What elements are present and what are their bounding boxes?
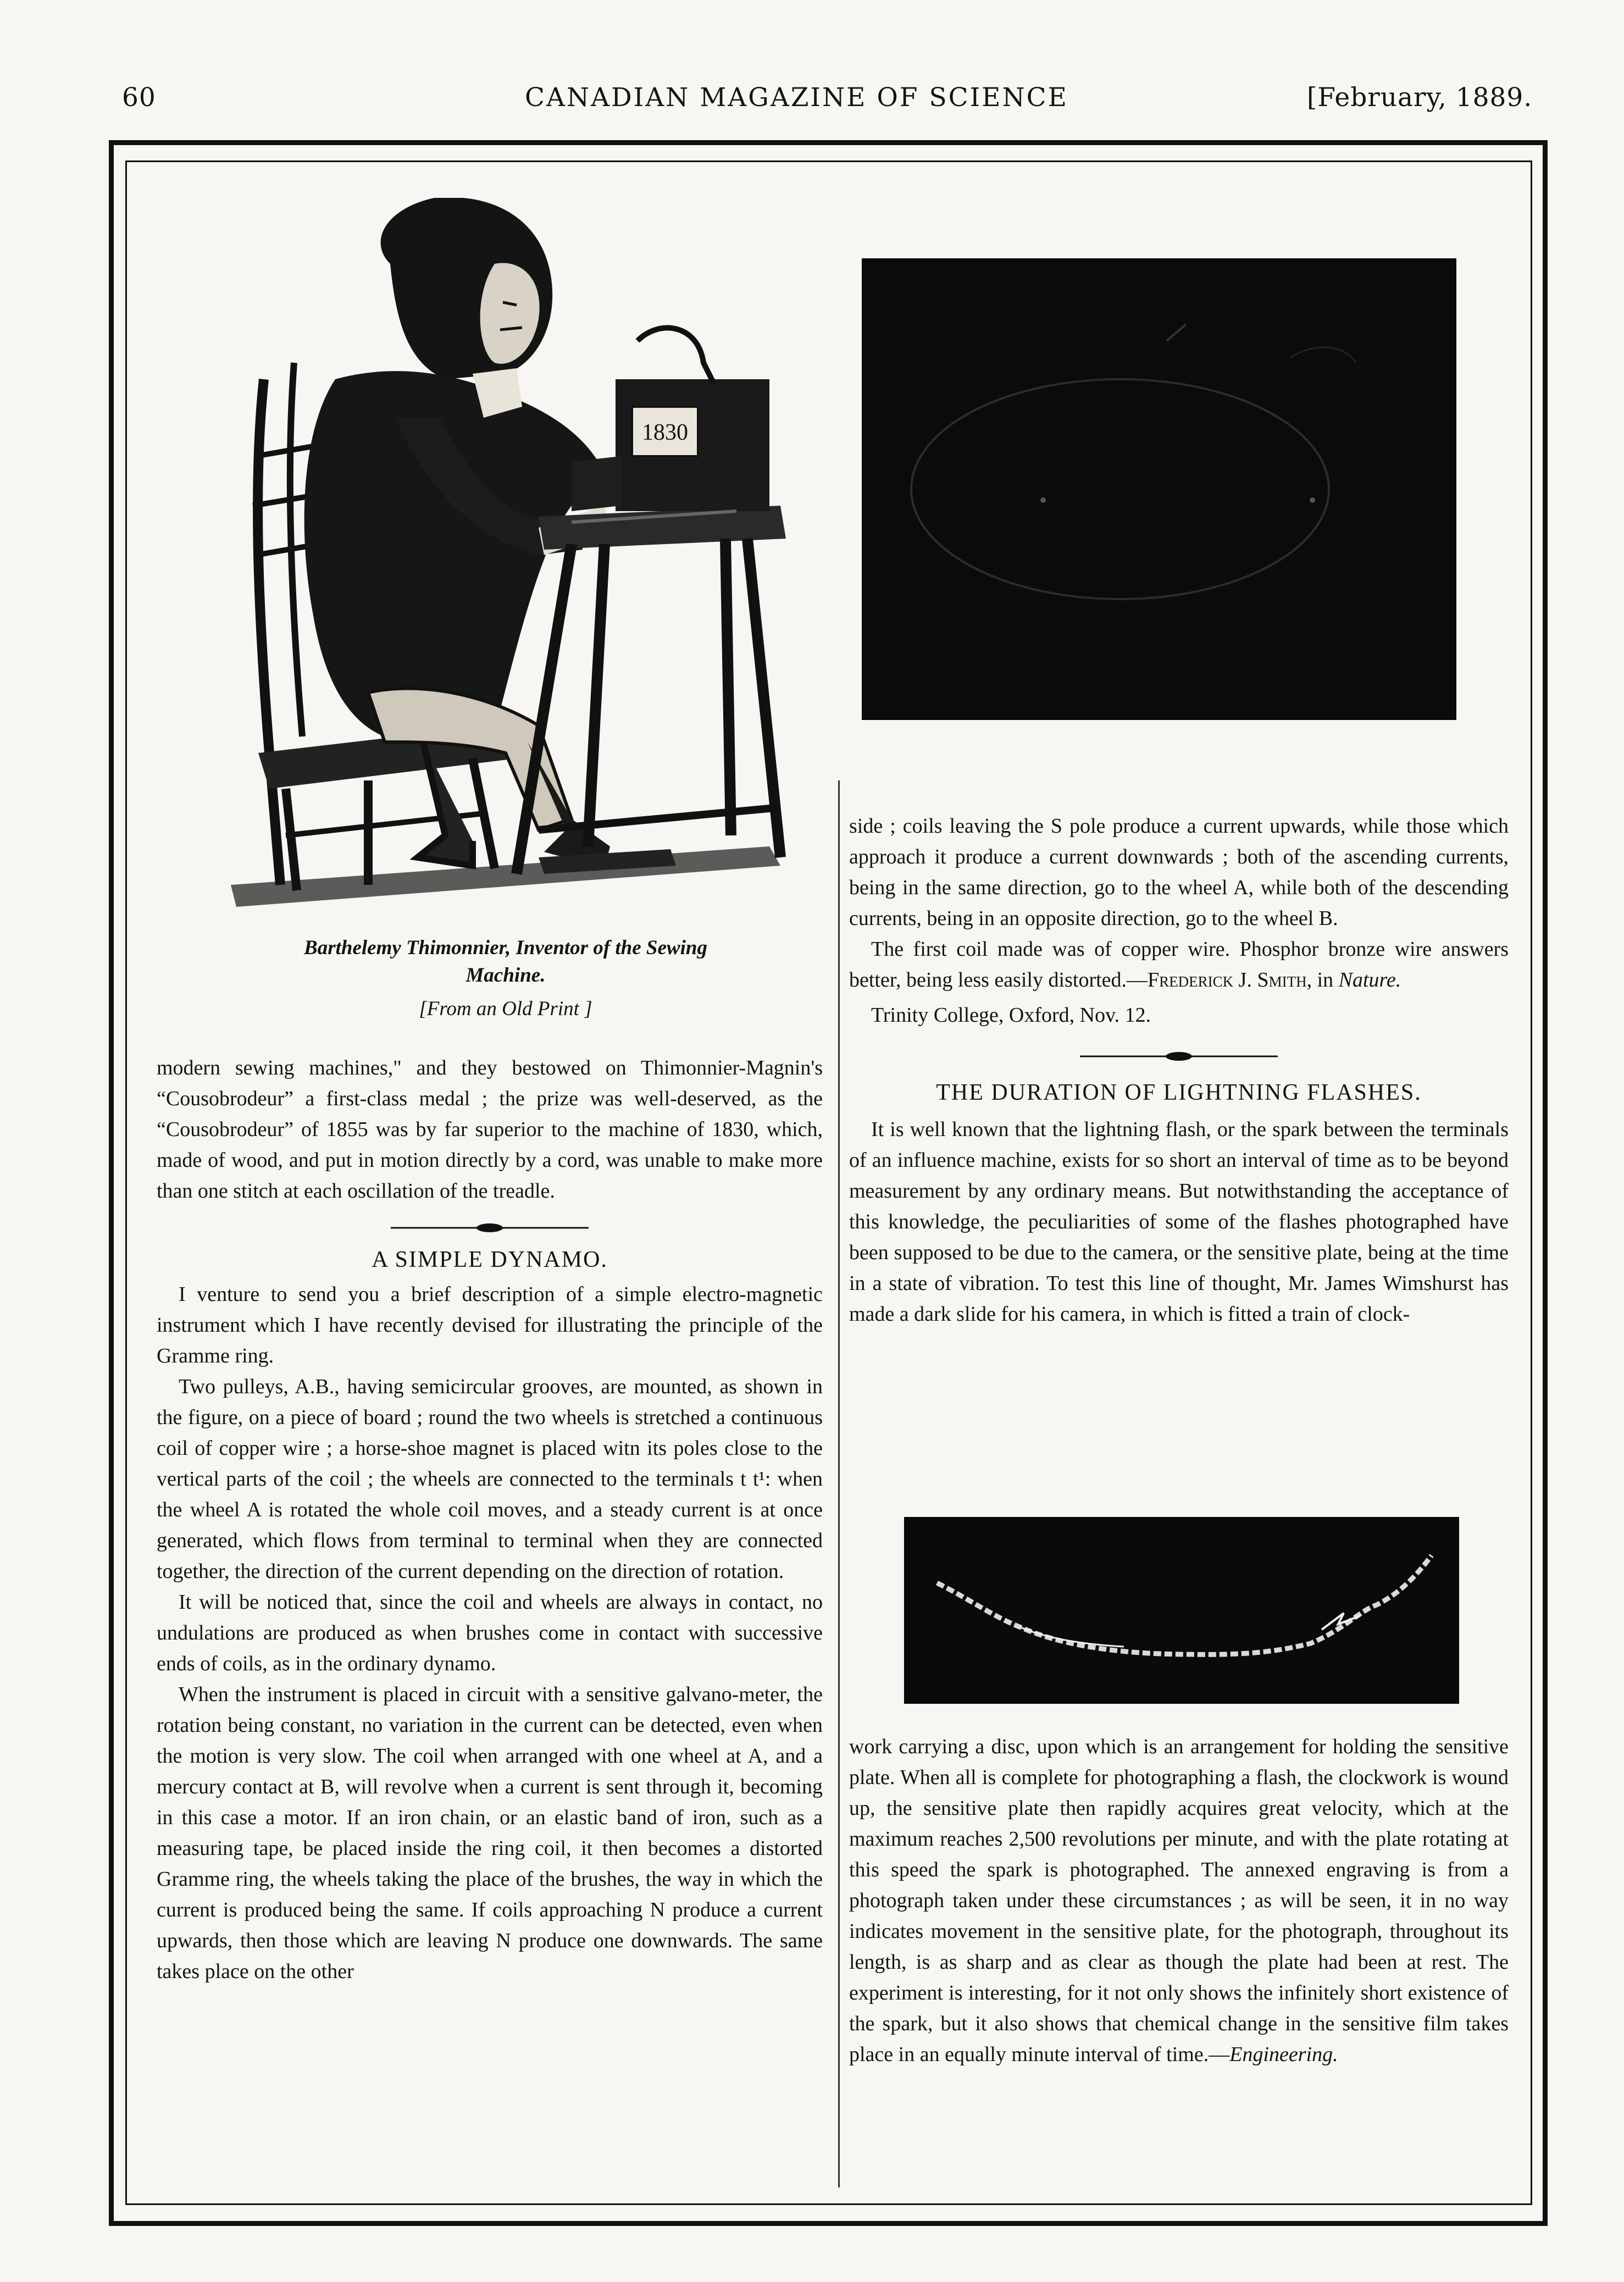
lightning-source: Engineering. xyxy=(1229,2043,1338,2066)
lightning-paragraph-2-text: work carrying a disc, upon which is an arrangement for holding the sensitive plate. When all is complete for photographing a flash, the clockwork is wound up, the sensitive plate then rapidly acquires great velocity, which at the maximum reaches 2,500 revolutions per minute, and with the plate rotating at this speed the spark is photographed. The annexed engraving is from a photograph taken under these circumstances ; as will be seen, it in no way indicates movement in the sensitive plate, for the photograph, throughout its length, is as sharp and as clear as though the plate had been at rest. The experiment is interesting, for it not only shows the infinitely short existence of the spark, but it also shows that chemical change in the sensitive film takes place in an equally minute interval of time.— xyxy=(849,1735,1509,2066)
issue-date: [February, 1889. xyxy=(1307,82,1533,113)
spark-figure-graphic xyxy=(904,1517,1459,1704)
dynamo-signoff: Trinity College, Oxford, Nov. 12. xyxy=(871,1004,1151,1027)
engraving-year-badge: 1830 xyxy=(642,420,688,445)
dynamo-paragraph: When the instrument is placed in circuit with a sensitive galvano-meter, the rotation being constant, no variation in the current can be detected, even when the motion is very slow. The coil when arranged with one wheel at A, and a mercury contact at B, will revolve when a current is sent through it, becoming in this case a motor. If an iron chain, or an elastic band of iron, such as a measuring tape, be placed inside the ring coil, it then becomes a distorted Gramme ring, the wheels taking the place of the brushes, the way in which the current is produced being the same. If coils approaching N produce a current upwards, then those which are leaving N produce one downwards. The same takes place on the other xyxy=(157,1683,823,1983)
spark-photograph xyxy=(904,1517,1459,1704)
dynamo-final-text: The first coil made was of copper wire. Phosphor bronze wire answers better, being less easily distorted.— xyxy=(849,938,1509,992)
right-column-upper xyxy=(849,811,1509,1330)
engraving-caption xyxy=(181,934,830,1024)
section-ornament xyxy=(385,1218,594,1237)
column-divider xyxy=(838,780,840,2187)
lightning-paragraph-1: It is well known that the lightning flash, or the spark between the terminals of an influence machine, exists for so short an interval of time as to be beyond measurement by any ordinary means. But notwithstanding the acceptance of this knowledge, the peculiarities of some of the flashes photographed have been supposed to be due to the camera, or the sensitive plate, being at the time in a state of vibration. To test this line of thought, Mr. James Wimshurst has made a dark slide for his camera, in which is fitted a train of clock- xyxy=(849,1118,1509,1326)
dynamo-continued-paragraph: side ; coils leaving the S pole produce a current upwards, while those which approach it produce a current downwards ; both of the ascending currents, being in the same direction, go to the wheel A, while both of the descending currents, being in an opposite direction, go to the wheel B. xyxy=(849,815,1509,930)
lightning-paragraph-2 xyxy=(849,1731,1509,2070)
left-column xyxy=(157,1053,823,1987)
dynamo-figure-graphic xyxy=(862,258,1456,720)
dynamo-paragraph: It will be noticed that, since the coil and wheels are always in contact, no undulations are produced as when brushes come in contact with successive ends of coils, as in the ordinary dynamo. xyxy=(157,1591,823,1675)
engraving-illustration xyxy=(187,198,835,918)
caption-source: [From an Old Print ] xyxy=(419,998,592,1020)
sewing-article-continuation: modern sewing machines," and they bestowed on Thimonnier-Magnin's “Cousobrodeur” a first-class medal ; the prize was well-deserved, as the “Cousobrodeur” of 1855 was by far superior to the machine of 1830, which, made of wood, and put in motion directly by a cord, was unable to make more than one stitch at each oscillation of the treadle. xyxy=(157,1056,823,1203)
caption-title-line1: Barthelemy Thimonnier, Inventor of the Sewing xyxy=(304,937,707,959)
section-ornament xyxy=(1074,1047,1283,1066)
dynamo-paragraph: I venture to send you a brief description of a simple electro-magnetic instrument which I have recently devised for illustrating the principle of the Gramme ring. xyxy=(157,1283,823,1367)
dynamo-author: Frederick J. Smith xyxy=(1148,968,1307,992)
engraving-thimonnier xyxy=(187,198,835,918)
page-number: 60 xyxy=(122,82,156,113)
dynamo-photograph xyxy=(862,258,1456,720)
dynamo-paragraph: Two pulleys, A.B., having semicircular grooves, are mounted, as shown in the figure, on a piece of board ; round the two wheels is stretched a continuous coil of copper wire ; a horse-shoe magnet is placed witn its poles close to the vertical parts of the coil ; the wheels are connected to the terminals t t¹: when the wheel A is rotated the whole coil moves, and a steady current is at once generated, which flows from terminal to terminal when they are connected together, the direction of the current depending on the direction of rotation. xyxy=(157,1375,823,1583)
dynamo-source-prefix: , in xyxy=(1306,968,1339,992)
right-column-lower xyxy=(849,1731,1509,2070)
caption-title-line2: Machine. xyxy=(465,964,546,987)
dynamo-final-paragraph xyxy=(849,934,1509,995)
dynamo-source: Nature. xyxy=(1338,968,1401,992)
dynamo-heading: A SIMPLE DYNAMO. xyxy=(372,1247,608,1272)
magazine-title: CANADIAN MAGAZINE OF SCIENCE xyxy=(525,82,1068,113)
lightning-heading: THE DURATION OF LIGHTNING FLASHES. xyxy=(936,1080,1422,1105)
running-header xyxy=(0,82,1624,126)
